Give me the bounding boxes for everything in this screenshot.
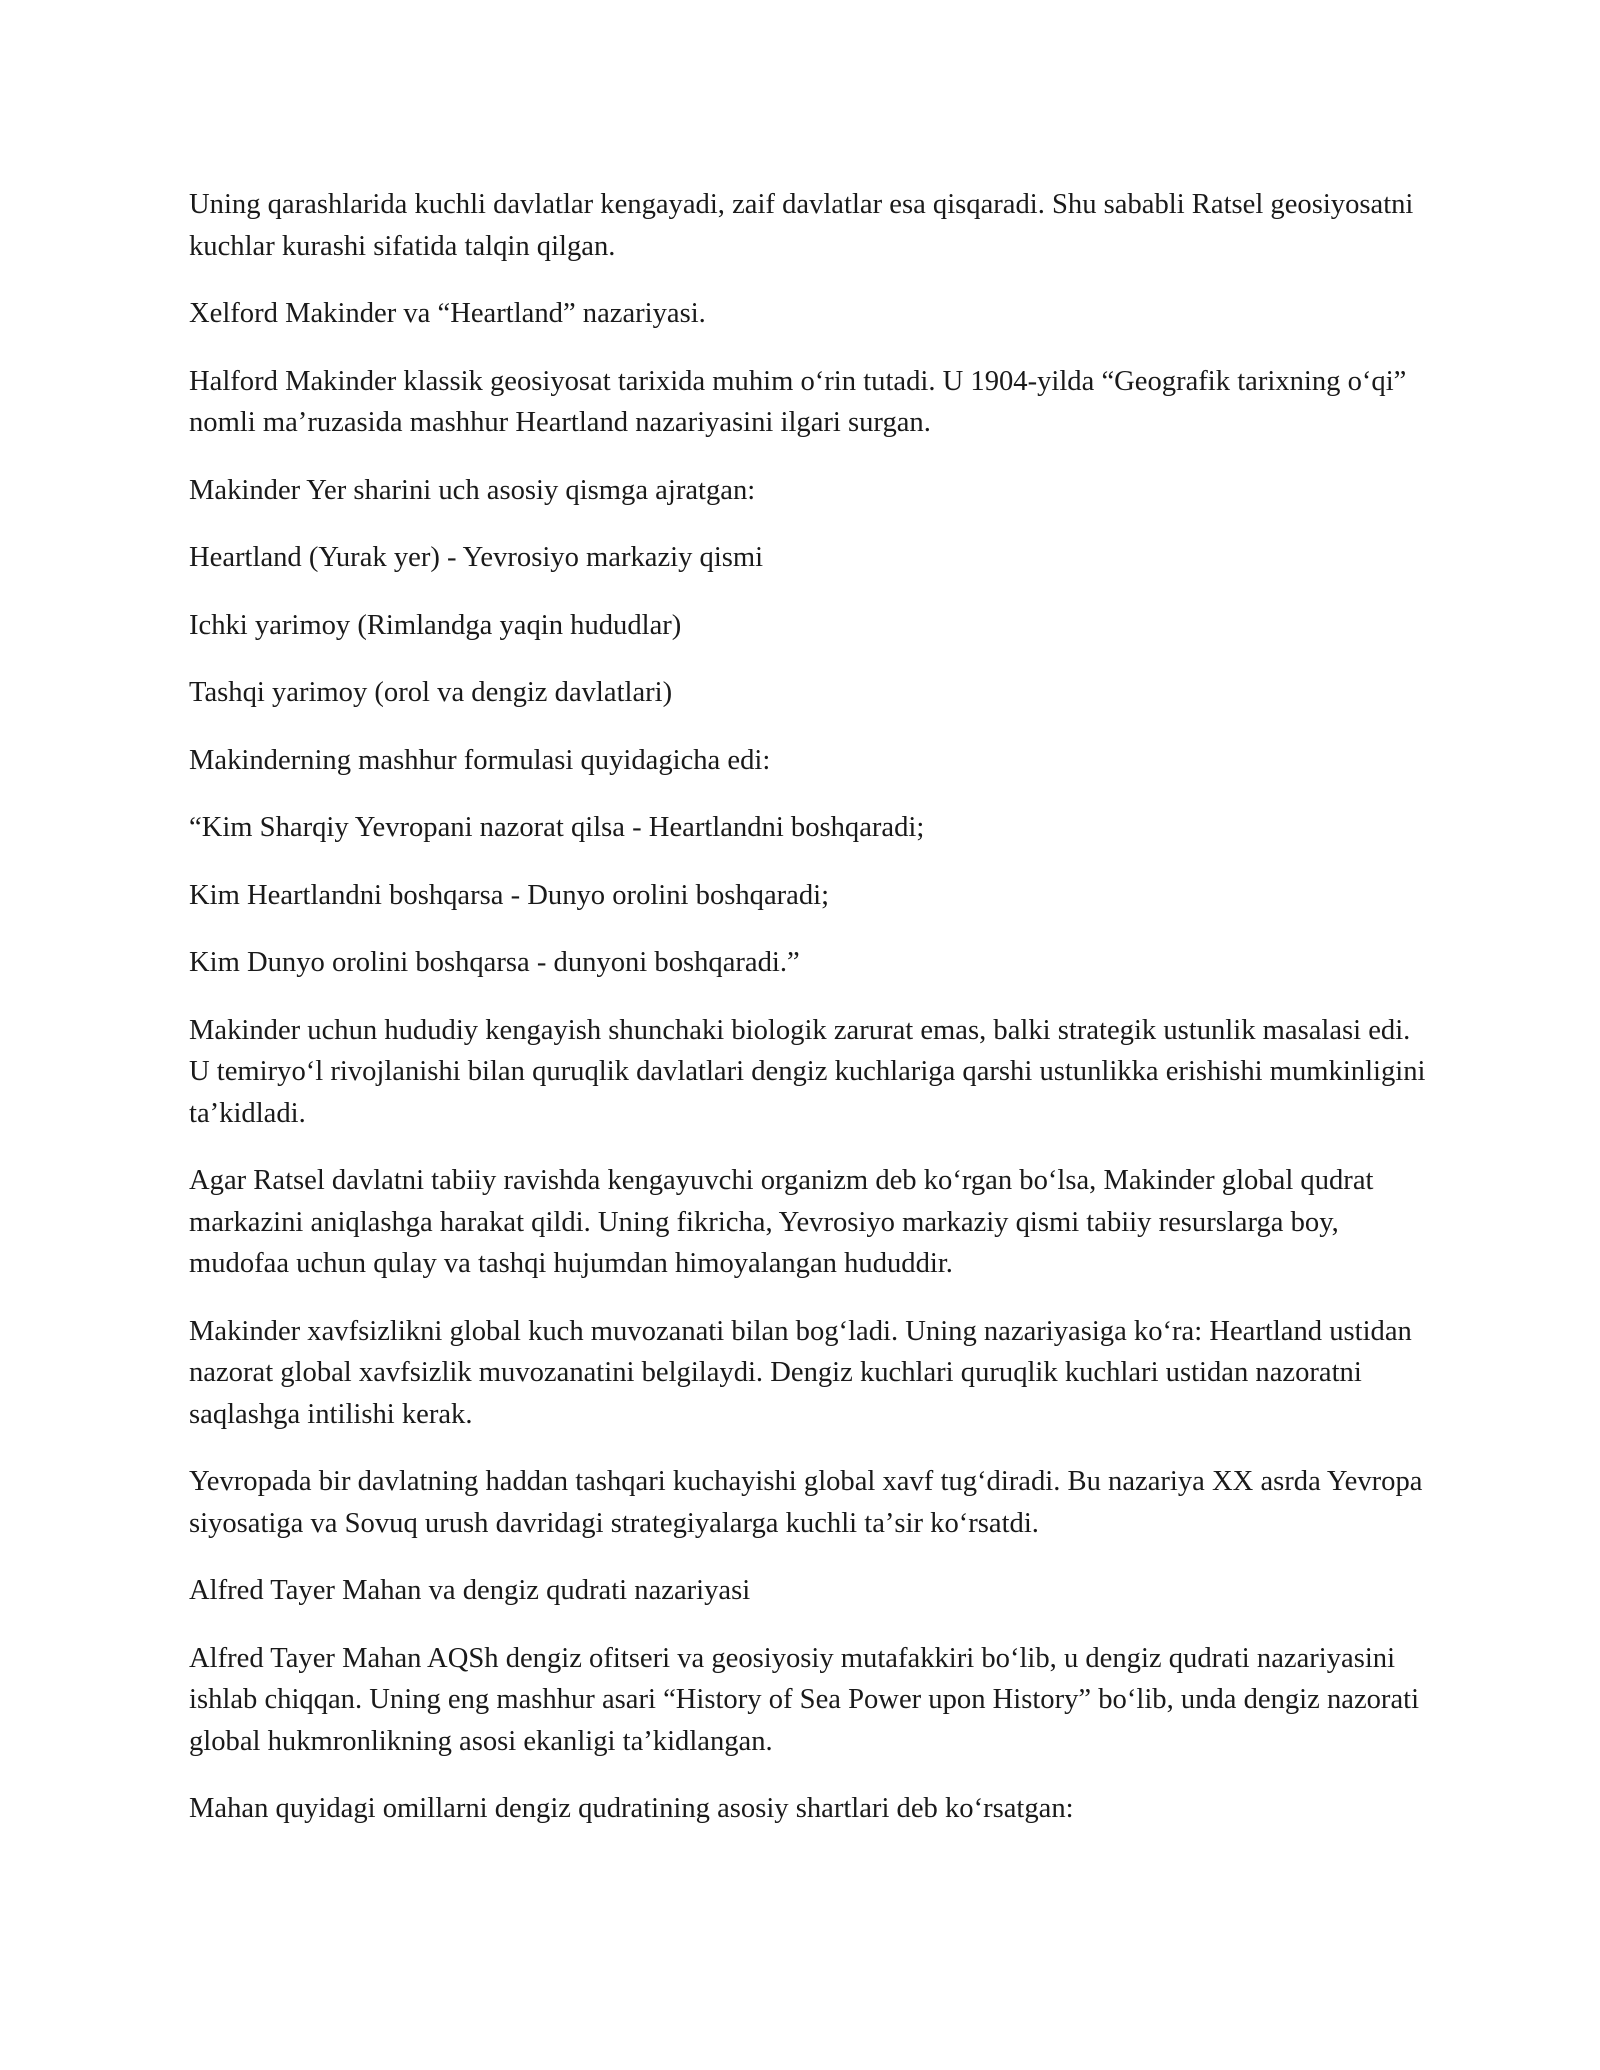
list-item-heartland: Heartland (Yurak yer) - Yevrosiyo markaziy qismi bbox=[189, 542, 764, 573]
quote-line-3: Kim Dunyo orolini boshqarsa - dunyoni boshqaradi.” bbox=[189, 947, 800, 978]
quote-line-2: Kim Heartlandni boshqarsa - Dunyo orolini boshqaradi; bbox=[189, 879, 830, 911]
paragraph-makinder-intro: Halford Makinder klassik geosiyosat tarixida muhim oʻrin tutadi. U 1904-yilda “Geografik tarixning oʻqi” nomli maʼruzasida mashhur Heartland nazariyasini ilgari surgan. bbox=[189, 365, 1407, 438]
paragraph-formula-intro: Makinderning mashhur formulasi quyidagicha edi: bbox=[189, 744, 771, 776]
list-item-inner-crescent: Ichki yarimoy (Rimlandga yaqin hududlar) bbox=[189, 609, 682, 641]
heading-mahan-sea-power: Alfred Tayer Mahan va dengiz qudrati nazariyasi bbox=[189, 1575, 751, 1606]
paragraph-three-parts-intro: Makinder Yer sharini uch asosiy qismga ajratgan: bbox=[189, 474, 756, 506]
paragraph-ratsel-vs-makinder: Agar Ratsel davlatni tabiiy ravishda kengayuvchi organizm deb koʻrgan boʻlsa, Makinder global qudrat markazini aniqlashga harakat qildi. Uning fikricha, Yevrosiyo markaziy qismi tabiiy resurslarga boy, mudofaa uchun qulay va tashqi hujumdan himoyalangan hududdir. bbox=[189, 1165, 1374, 1279]
paragraph-territorial-expansion: Makinder uchun hududiy kengayish shunchaki biologik zarurat emas, balki strategik ustunlik masalasi edi. U temiryoʻl rivojlanishi bilan quruqlik davlatlari dengiz kuchlariga qarshi ustunlikka erishishi mumkinligini taʼkidladi. bbox=[189, 1014, 1426, 1129]
quote-line-1: “Kim Sharqiy Yevropani nazorat qilsa - Heartlandni boshqaradi; bbox=[189, 812, 925, 843]
paragraph-europe-threat: Yevropada bir davlatning haddan tashqari kuchayishi global xavf tugʻdiradi. Bu nazariya XX asrda Yevropa siyosatiga va Sovuq urush davridagi strategiyalarga kuchli taʼsir koʻrsatdi. bbox=[189, 1466, 1423, 1539]
list-item-outer-crescent: Tashqi yarimoy (orol va dengiz davlatlari) bbox=[189, 677, 673, 708]
paragraph-mahan-factors-intro: Mahan quyidagi omillarni dengiz qudratining asosiy shartlari deb koʻrsatgan: bbox=[189, 1793, 1074, 1824]
paragraph-ratsel-summary: Uning qarashlarida kuchli davlatlar kengayadi, zaif davlatlar esa qisqaradi. Shu sababli Ratsel geosiyosatni kuchlar kurashi sifatida talqin qilgan. bbox=[189, 189, 1414, 262]
document-body bbox=[189, 184, 1429, 1856]
paragraph-mahan-intro: Alfred Tayer Mahan AQSh dengiz ofitseri va geosiyosiy mutafakkiri boʻlib, u dengiz qudrati nazariyasini ishlab chiqqan. Uning eng mashhur asari “History of Sea Power upon History” boʻlib, unda dengiz nazorati global hukmronlikning asosi ekanligi taʼkidlangan. bbox=[189, 1642, 1420, 1757]
heading-makinder-heartland: Xelford Makinder va “Heartland” nazariyasi. bbox=[189, 298, 706, 329]
paragraph-security-balance: Makinder xavfsizlikni global kuch muvozanati bilan bogʻladi. Uning nazariyasiga koʻra: Heartland ustidan nazorat global xavfsizlik muvozanatini belgilaydi. Dengiz kuchlari quruqlik kuchlari ustidan nazoratni saqlashga intilishi kerak. bbox=[189, 1315, 1412, 1430]
